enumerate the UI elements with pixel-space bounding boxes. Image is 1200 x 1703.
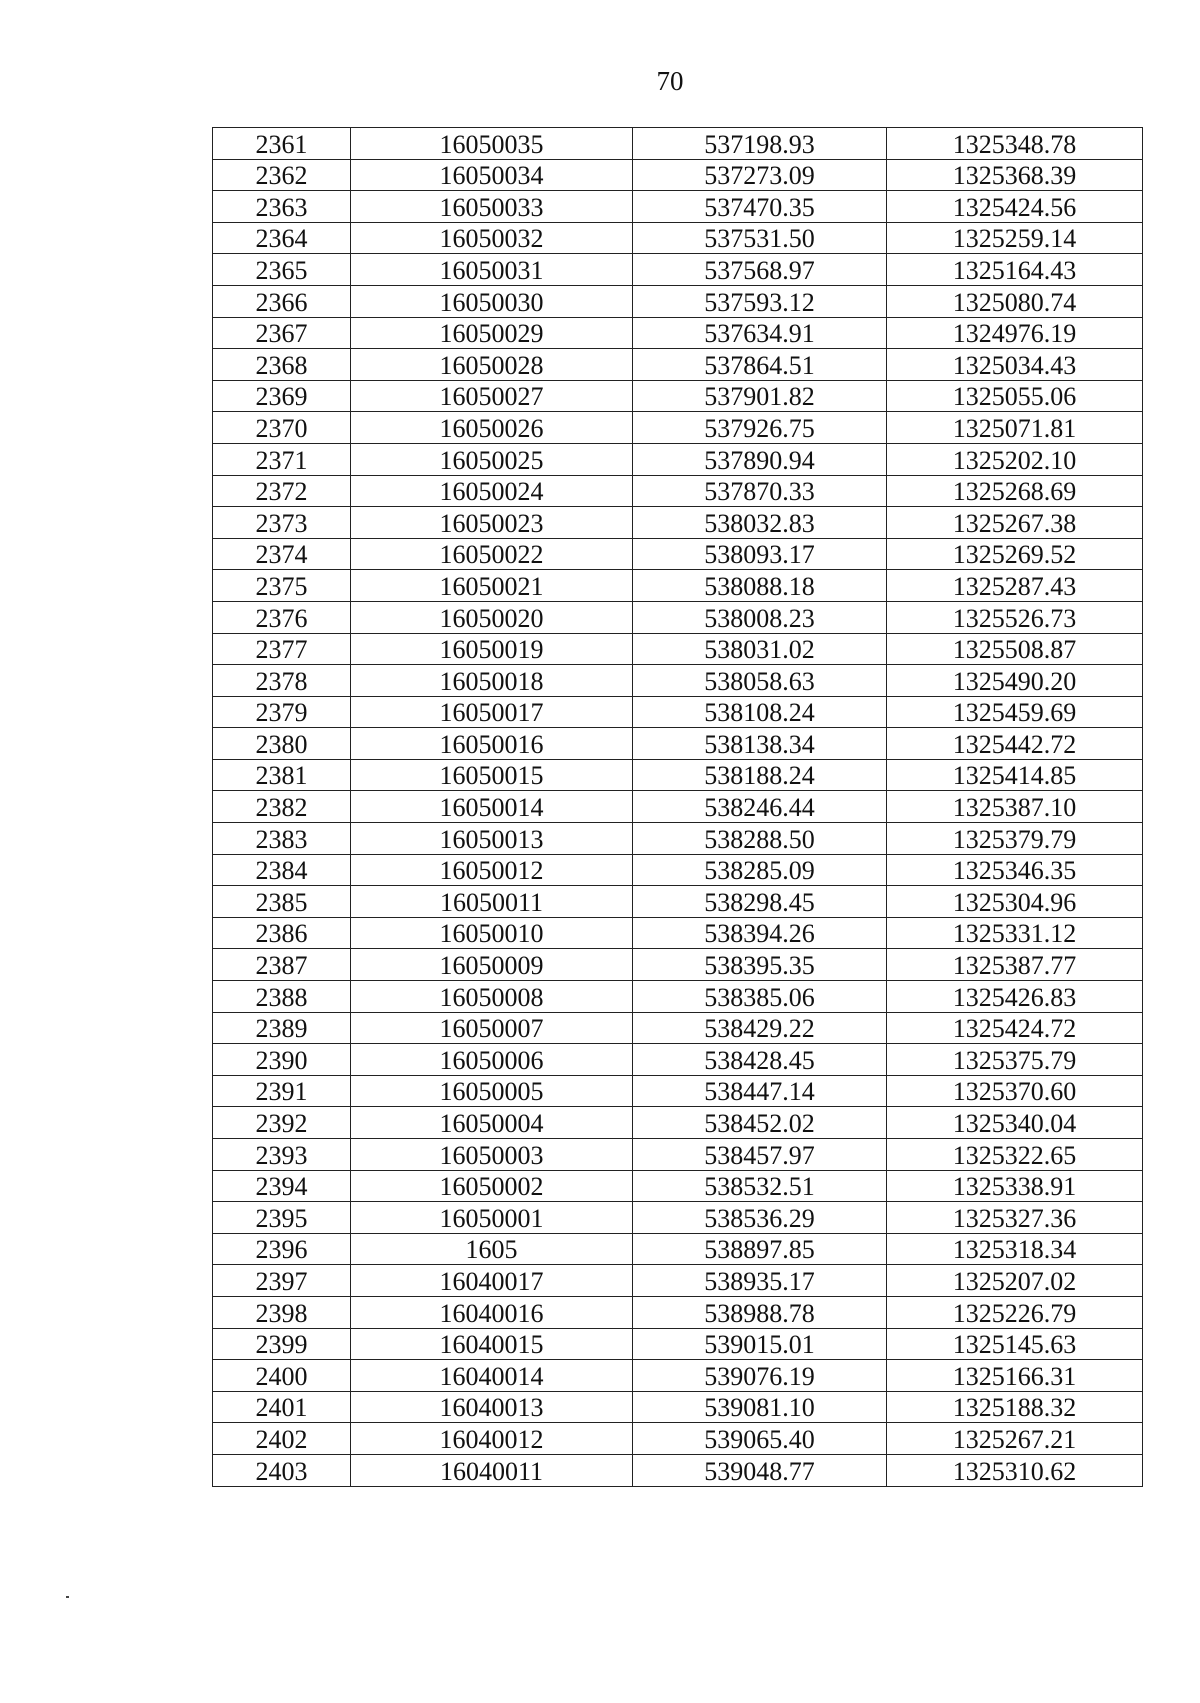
y-coordinate-cell: 1325287.43 bbox=[887, 570, 1143, 602]
row-number-cell: 2394 bbox=[213, 1170, 351, 1202]
x-coordinate-cell: 537864.51 bbox=[633, 349, 887, 381]
page-number: 70 bbox=[656, 66, 684, 96]
stray-mark bbox=[66, 1596, 69, 1598]
x-coordinate-cell: 539076.19 bbox=[633, 1360, 887, 1392]
table-row bbox=[213, 1233, 1143, 1265]
point-id-cell: 16050018 bbox=[351, 665, 633, 697]
y-coordinate-cell: 1325267.21 bbox=[887, 1423, 1143, 1455]
point-id-cell: 16050008 bbox=[351, 981, 633, 1013]
x-coordinate-cell: 538008.23 bbox=[633, 601, 887, 633]
table-row bbox=[213, 886, 1143, 918]
y-coordinate-cell: 1325442.72 bbox=[887, 728, 1143, 760]
row-number-cell: 2381 bbox=[213, 759, 351, 791]
x-coordinate-cell: 538093.17 bbox=[633, 538, 887, 570]
x-coordinate-cell: 538058.63 bbox=[633, 665, 887, 697]
y-coordinate-cell: 1325188.32 bbox=[887, 1391, 1143, 1423]
row-number-cell: 2377 bbox=[213, 633, 351, 665]
point-id-cell: 16050031 bbox=[351, 254, 633, 286]
y-coordinate-cell: 1325368.39 bbox=[887, 159, 1143, 191]
y-coordinate-cell: 1325207.02 bbox=[887, 1265, 1143, 1297]
x-coordinate-cell: 539065.40 bbox=[633, 1423, 887, 1455]
point-id-cell: 16050010 bbox=[351, 917, 633, 949]
y-coordinate-cell: 1325331.12 bbox=[887, 917, 1143, 949]
point-id-cell: 16050012 bbox=[351, 854, 633, 886]
y-coordinate-cell: 1325459.69 bbox=[887, 696, 1143, 728]
point-id-cell: 16050016 bbox=[351, 728, 633, 760]
row-number-cell: 2370 bbox=[213, 412, 351, 444]
x-coordinate-cell: 538288.50 bbox=[633, 823, 887, 855]
point-id-cell: 16050035 bbox=[351, 128, 633, 160]
x-coordinate-cell: 538108.24 bbox=[633, 696, 887, 728]
point-id-cell: 16050025 bbox=[351, 443, 633, 475]
table-row bbox=[213, 728, 1143, 760]
y-coordinate-cell: 1325164.43 bbox=[887, 254, 1143, 286]
point-id-cell: 16050006 bbox=[351, 1044, 633, 1076]
row-number-cell: 2395 bbox=[213, 1202, 351, 1234]
row-number-cell: 2383 bbox=[213, 823, 351, 855]
y-coordinate-cell: 1325226.79 bbox=[887, 1296, 1143, 1328]
x-coordinate-cell: 539048.77 bbox=[633, 1454, 887, 1486]
point-id-cell: 16050033 bbox=[351, 191, 633, 223]
point-id-cell: 16050001 bbox=[351, 1202, 633, 1234]
x-coordinate-cell: 538988.78 bbox=[633, 1296, 887, 1328]
table-row bbox=[213, 917, 1143, 949]
table-row bbox=[213, 538, 1143, 570]
table-row bbox=[213, 349, 1143, 381]
table-row bbox=[213, 696, 1143, 728]
x-coordinate-cell: 538429.22 bbox=[633, 1012, 887, 1044]
table-row bbox=[213, 412, 1143, 444]
point-id-cell: 16040016 bbox=[351, 1296, 633, 1328]
y-coordinate-cell: 1325370.60 bbox=[887, 1075, 1143, 1107]
table-row bbox=[213, 1454, 1143, 1486]
y-coordinate-cell: 1325348.78 bbox=[887, 128, 1143, 160]
table-row bbox=[213, 254, 1143, 286]
point-id-cell: 16050004 bbox=[351, 1107, 633, 1139]
y-coordinate-cell: 1325071.81 bbox=[887, 412, 1143, 444]
row-number-cell: 2386 bbox=[213, 917, 351, 949]
row-number-cell: 2369 bbox=[213, 380, 351, 412]
table-row bbox=[213, 759, 1143, 791]
table-row bbox=[213, 949, 1143, 981]
x-coordinate-cell: 538395.35 bbox=[633, 949, 887, 981]
point-id-cell: 16050020 bbox=[351, 601, 633, 633]
row-number-cell: 2361 bbox=[213, 128, 351, 160]
point-id-cell: 16050017 bbox=[351, 696, 633, 728]
x-coordinate-cell: 538285.09 bbox=[633, 854, 887, 886]
row-number-cell: 2388 bbox=[213, 981, 351, 1013]
point-id-cell: 16050023 bbox=[351, 507, 633, 539]
table-row bbox=[213, 507, 1143, 539]
point-id-cell: 16050024 bbox=[351, 475, 633, 507]
row-number-cell: 2378 bbox=[213, 665, 351, 697]
row-number-cell: 2401 bbox=[213, 1391, 351, 1423]
y-coordinate-cell: 1325375.79 bbox=[887, 1044, 1143, 1076]
point-id-cell: 16050021 bbox=[351, 570, 633, 602]
table-row bbox=[213, 191, 1143, 223]
x-coordinate-cell: 539015.01 bbox=[633, 1328, 887, 1360]
row-number-cell: 2397 bbox=[213, 1265, 351, 1297]
point-id-cell: 16050032 bbox=[351, 222, 633, 254]
table-row bbox=[213, 1075, 1143, 1107]
row-number-cell: 2385 bbox=[213, 886, 351, 918]
y-coordinate-cell: 1325268.69 bbox=[887, 475, 1143, 507]
row-number-cell: 2403 bbox=[213, 1454, 351, 1486]
y-coordinate-cell: 1325414.85 bbox=[887, 759, 1143, 791]
x-coordinate-cell: 538428.45 bbox=[633, 1044, 887, 1076]
y-coordinate-cell: 1325055.06 bbox=[887, 380, 1143, 412]
table-row bbox=[213, 1360, 1143, 1392]
x-coordinate-cell: 538188.24 bbox=[633, 759, 887, 791]
x-coordinate-cell: 538385.06 bbox=[633, 981, 887, 1013]
row-number-cell: 2368 bbox=[213, 349, 351, 381]
row-number-cell: 2374 bbox=[213, 538, 351, 570]
row-number-cell: 2398 bbox=[213, 1296, 351, 1328]
table-row bbox=[213, 159, 1143, 191]
y-coordinate-cell: 1325387.77 bbox=[887, 949, 1143, 981]
row-number-cell: 2372 bbox=[213, 475, 351, 507]
point-id-cell: 16050034 bbox=[351, 159, 633, 191]
y-coordinate-cell: 1325310.62 bbox=[887, 1454, 1143, 1486]
point-id-cell: 1605 bbox=[351, 1233, 633, 1265]
x-coordinate-cell: 538532.51 bbox=[633, 1170, 887, 1202]
x-coordinate-cell: 538088.18 bbox=[633, 570, 887, 602]
row-number-cell: 2376 bbox=[213, 601, 351, 633]
y-coordinate-cell: 1325322.65 bbox=[887, 1139, 1143, 1171]
y-coordinate-cell: 1325267.38 bbox=[887, 507, 1143, 539]
y-coordinate-cell: 1325202.10 bbox=[887, 443, 1143, 475]
row-number-cell: 2362 bbox=[213, 159, 351, 191]
table-row bbox=[213, 285, 1143, 317]
x-coordinate-cell: 537901.82 bbox=[633, 380, 887, 412]
point-id-cell: 16040013 bbox=[351, 1391, 633, 1423]
y-coordinate-cell: 1325340.04 bbox=[887, 1107, 1143, 1139]
x-coordinate-cell: 538452.02 bbox=[633, 1107, 887, 1139]
row-number-cell: 2366 bbox=[213, 285, 351, 317]
y-coordinate-cell: 1325259.14 bbox=[887, 222, 1143, 254]
table-row bbox=[213, 854, 1143, 886]
y-coordinate-cell: 1325424.56 bbox=[887, 191, 1143, 223]
x-coordinate-cell: 537926.75 bbox=[633, 412, 887, 444]
point-id-cell: 16050029 bbox=[351, 317, 633, 349]
row-number-cell: 2363 bbox=[213, 191, 351, 223]
point-id-cell: 16040015 bbox=[351, 1328, 633, 1360]
row-number-cell: 2390 bbox=[213, 1044, 351, 1076]
coordinates-table bbox=[212, 127, 1143, 1487]
y-coordinate-cell: 1325338.91 bbox=[887, 1170, 1143, 1202]
table-row bbox=[213, 443, 1143, 475]
x-coordinate-cell: 539081.10 bbox=[633, 1391, 887, 1423]
row-number-cell: 2379 bbox=[213, 696, 351, 728]
row-number-cell: 2365 bbox=[213, 254, 351, 286]
point-id-cell: 16050013 bbox=[351, 823, 633, 855]
row-number-cell: 2393 bbox=[213, 1139, 351, 1171]
point-id-cell: 16050019 bbox=[351, 633, 633, 665]
y-coordinate-cell: 1325269.52 bbox=[887, 538, 1143, 570]
table-row bbox=[213, 1012, 1143, 1044]
row-number-cell: 2371 bbox=[213, 443, 351, 475]
row-number-cell: 2384 bbox=[213, 854, 351, 886]
row-number-cell: 2399 bbox=[213, 1328, 351, 1360]
table-row bbox=[213, 475, 1143, 507]
point-id-cell: 16050002 bbox=[351, 1170, 633, 1202]
row-number-cell: 2402 bbox=[213, 1423, 351, 1455]
x-coordinate-cell: 537634.91 bbox=[633, 317, 887, 349]
point-id-cell: 16040014 bbox=[351, 1360, 633, 1392]
table-row bbox=[213, 823, 1143, 855]
x-coordinate-cell: 537470.35 bbox=[633, 191, 887, 223]
x-coordinate-cell: 538031.02 bbox=[633, 633, 887, 665]
table-row bbox=[213, 1202, 1143, 1234]
table-row bbox=[213, 1296, 1143, 1328]
table-row bbox=[213, 1328, 1143, 1360]
point-id-cell: 16050015 bbox=[351, 759, 633, 791]
point-id-cell: 16050003 bbox=[351, 1139, 633, 1171]
y-coordinate-cell: 1325387.10 bbox=[887, 791, 1143, 823]
point-id-cell: 16050026 bbox=[351, 412, 633, 444]
y-coordinate-cell: 1325426.83 bbox=[887, 981, 1143, 1013]
table-row bbox=[213, 128, 1143, 160]
table-row bbox=[213, 570, 1143, 602]
y-coordinate-cell: 1325490.20 bbox=[887, 665, 1143, 697]
y-coordinate-cell: 1325080.74 bbox=[887, 285, 1143, 317]
x-coordinate-cell: 538394.26 bbox=[633, 917, 887, 949]
point-id-cell: 16050007 bbox=[351, 1012, 633, 1044]
x-coordinate-cell: 537568.97 bbox=[633, 254, 887, 286]
table-row bbox=[213, 791, 1143, 823]
y-coordinate-cell: 1325034.43 bbox=[887, 349, 1143, 381]
y-coordinate-cell: 1325318.34 bbox=[887, 1233, 1143, 1265]
point-id-cell: 16040012 bbox=[351, 1423, 633, 1455]
table-row bbox=[213, 981, 1143, 1013]
x-coordinate-cell: 537890.94 bbox=[633, 443, 887, 475]
row-number-cell: 2382 bbox=[213, 791, 351, 823]
y-coordinate-cell: 1325346.35 bbox=[887, 854, 1143, 886]
table-row bbox=[213, 633, 1143, 665]
row-number-cell: 2367 bbox=[213, 317, 351, 349]
row-number-cell: 2396 bbox=[213, 1233, 351, 1265]
point-id-cell: 16050022 bbox=[351, 538, 633, 570]
table-row bbox=[213, 317, 1143, 349]
y-coordinate-cell: 1325327.36 bbox=[887, 1202, 1143, 1234]
point-id-cell: 16040017 bbox=[351, 1265, 633, 1297]
row-number-cell: 2375 bbox=[213, 570, 351, 602]
row-number-cell: 2392 bbox=[213, 1107, 351, 1139]
x-coordinate-cell: 537870.33 bbox=[633, 475, 887, 507]
table-row bbox=[213, 665, 1143, 697]
table-row bbox=[213, 222, 1143, 254]
row-number-cell: 2400 bbox=[213, 1360, 351, 1392]
table-row bbox=[213, 1044, 1143, 1076]
x-coordinate-cell: 538138.34 bbox=[633, 728, 887, 760]
y-coordinate-cell: 1325508.87 bbox=[887, 633, 1143, 665]
table-row bbox=[213, 1107, 1143, 1139]
y-coordinate-cell: 1325526.73 bbox=[887, 601, 1143, 633]
x-coordinate-cell: 537273.09 bbox=[633, 159, 887, 191]
y-coordinate-cell: 1325145.63 bbox=[887, 1328, 1143, 1360]
point-id-cell: 16050030 bbox=[351, 285, 633, 317]
x-coordinate-cell: 537198.93 bbox=[633, 128, 887, 160]
row-number-cell: 2387 bbox=[213, 949, 351, 981]
table-row bbox=[213, 1170, 1143, 1202]
point-id-cell: 16050011 bbox=[351, 886, 633, 918]
x-coordinate-cell: 538536.29 bbox=[633, 1202, 887, 1234]
table-row bbox=[213, 1139, 1143, 1171]
y-coordinate-cell: 1325166.31 bbox=[887, 1360, 1143, 1392]
y-coordinate-cell: 1325424.72 bbox=[887, 1012, 1143, 1044]
row-number-cell: 2380 bbox=[213, 728, 351, 760]
row-number-cell: 2364 bbox=[213, 222, 351, 254]
x-coordinate-cell: 538246.44 bbox=[633, 791, 887, 823]
point-id-cell: 16050005 bbox=[351, 1075, 633, 1107]
point-id-cell: 16050028 bbox=[351, 349, 633, 381]
y-coordinate-cell: 1324976.19 bbox=[887, 317, 1143, 349]
row-number-cell: 2391 bbox=[213, 1075, 351, 1107]
x-coordinate-cell: 538457.97 bbox=[633, 1139, 887, 1171]
x-coordinate-cell: 537531.50 bbox=[633, 222, 887, 254]
table-row bbox=[213, 1265, 1143, 1297]
x-coordinate-cell: 537593.12 bbox=[633, 285, 887, 317]
point-id-cell: 16050027 bbox=[351, 380, 633, 412]
x-coordinate-cell: 538935.17 bbox=[633, 1265, 887, 1297]
row-number-cell: 2373 bbox=[213, 507, 351, 539]
point-id-cell: 16050014 bbox=[351, 791, 633, 823]
x-coordinate-cell: 538897.85 bbox=[633, 1233, 887, 1265]
table-row bbox=[213, 1391, 1143, 1423]
table-row bbox=[213, 1423, 1143, 1455]
x-coordinate-cell: 538447.14 bbox=[633, 1075, 887, 1107]
row-number-cell: 2389 bbox=[213, 1012, 351, 1044]
table-body bbox=[213, 128, 1143, 1487]
y-coordinate-cell: 1325304.96 bbox=[887, 886, 1143, 918]
x-coordinate-cell: 538032.83 bbox=[633, 507, 887, 539]
point-id-cell: 16050009 bbox=[351, 949, 633, 981]
y-coordinate-cell: 1325379.79 bbox=[887, 823, 1143, 855]
point-id-cell: 16040011 bbox=[351, 1454, 633, 1486]
table-row bbox=[213, 601, 1143, 633]
x-coordinate-cell: 538298.45 bbox=[633, 886, 887, 918]
table-row bbox=[213, 380, 1143, 412]
